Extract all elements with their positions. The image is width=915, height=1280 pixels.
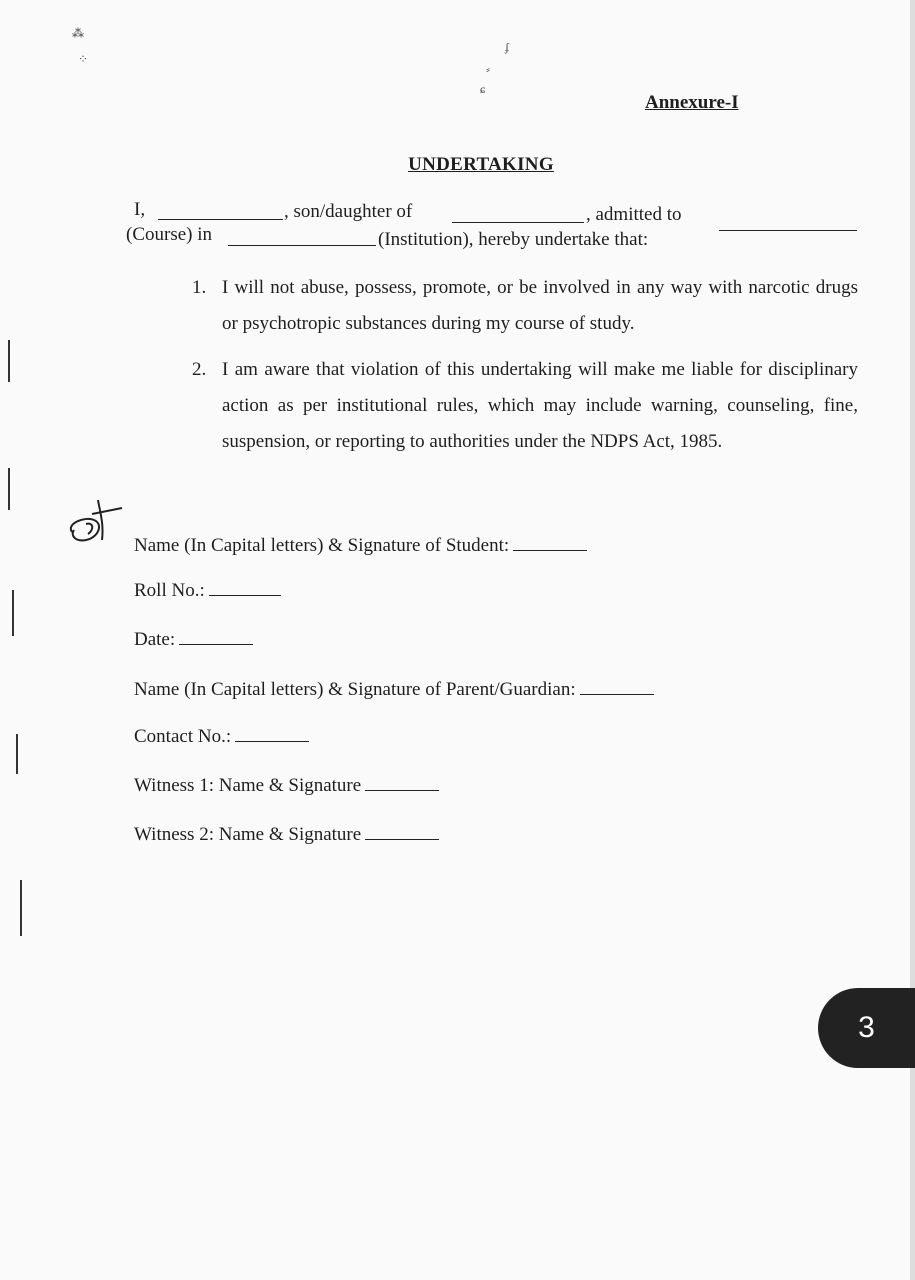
date-label: Date: (134, 629, 176, 650)
intro-i-label: I, (134, 199, 146, 220)
page-number: 3 (858, 1011, 875, 1044)
scan-mark: ɕ (480, 82, 486, 96)
intro-course-in: (Course) in (126, 224, 213, 245)
witness-1-field (134, 775, 439, 797)
roll-no-field (134, 580, 281, 602)
roll-no-blank[interactable] (209, 594, 281, 596)
point-text: I am aware that violation of this undertaking will make me liable for disciplinary action as per institutional rules, which may include warning, counseling, fine, suspension, or reporting to authorities under the NDPS Act, 1985. (222, 359, 858, 452)
point-number: 1. (192, 277, 207, 298)
witness-2-field (134, 824, 439, 846)
course-blank[interactable] (719, 229, 857, 231)
undertaking-list (192, 270, 858, 470)
intro-son-daughter: , son/daughter of (284, 201, 413, 222)
roll-no-label: Roll No.: (134, 580, 205, 601)
scan-edge-line (20, 880, 22, 936)
document-title: UNDERTAKING (408, 154, 554, 175)
point-number: 2. (192, 359, 207, 380)
contact-no-field (134, 726, 309, 748)
scan-mark: ⸗ (486, 62, 490, 76)
parent-field-label: Name (In Capital letters) & Signature of Parent/Guardian: (134, 679, 576, 700)
scan-edge-line (12, 590, 14, 636)
contact-no-label: Contact No.: (134, 726, 232, 747)
annexure-label: Annexure-I (645, 92, 739, 113)
witness-2-blank[interactable] (365, 838, 439, 840)
undertaking-point-2 (192, 352, 858, 460)
scan-right-edge (910, 0, 915, 1280)
parent-signature-blank[interactable] (580, 693, 654, 695)
scan-edge-line (8, 468, 10, 510)
contact-no-blank[interactable] (235, 740, 309, 742)
witness-1-label: Witness 1: Name & Signature (134, 775, 362, 796)
witness-2-label: Witness 2: Name & Signature (134, 824, 362, 845)
undertaking-point-1 (192, 270, 858, 342)
institution-blank[interactable] (228, 244, 376, 246)
student-field-label: Name (In Capital letters) & Signature of Student: (134, 535, 510, 556)
student-signature-blank[interactable] (513, 549, 587, 551)
witness-1-blank[interactable] (365, 789, 439, 791)
name-blank[interactable] (158, 218, 283, 220)
scan-mark: ⁂ (72, 26, 84, 40)
scan-mark: ⁘ (78, 52, 89, 66)
student-name-signature-field (134, 535, 587, 557)
intro-admitted-to: , admitted to (586, 204, 682, 225)
point-text: I will not abuse, possess, promote, or be involved in any way with narcotic drugs or psychotropic substances during my course of study. (222, 277, 858, 334)
scan-edge-line (8, 340, 10, 382)
date-blank[interactable] (179, 643, 253, 645)
intro-institution: (Institution), hereby undertake that: (378, 229, 649, 250)
scan-edge-line (16, 734, 18, 774)
date-field (134, 629, 253, 651)
scan-mark: ʄ (505, 40, 509, 54)
handwritten-initials-mark (64, 494, 126, 550)
parent-name-signature-field (134, 679, 654, 701)
father-name-blank[interactable] (452, 221, 584, 223)
